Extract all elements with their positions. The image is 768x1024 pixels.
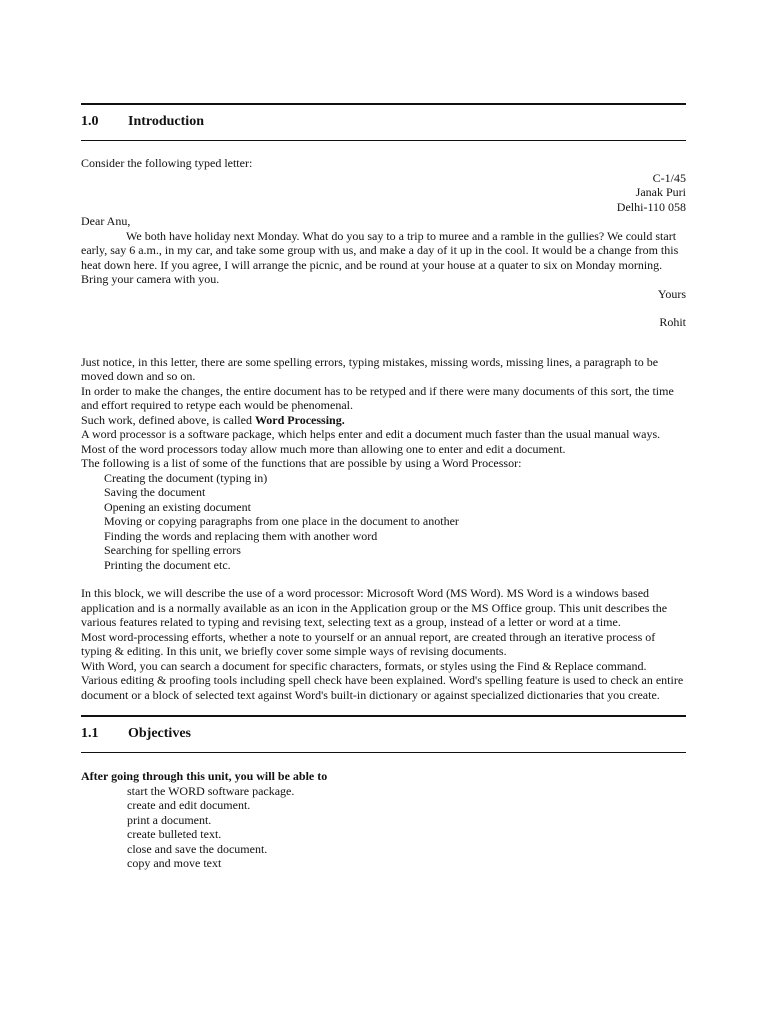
letter-address [81,171,686,215]
section-heading-introduction [81,103,686,141]
paragraph: The following is a list of some of the functions that are possible by using a Word Processor: [81,456,522,470]
section-number: 1.0 [81,114,99,130]
paragraph-definition [81,413,686,428]
paragraph: A word processor is a software package, which helps enter and edit a document much faster than the usual manual ways. Most of the word processors today allow much more than allowing one to enter and edit a document. [81,427,661,456]
section-title: Objectives [128,726,191,742]
paragraph: With Word, you can search a document for specific characters, formats, or styles using the Find & Replace command. [81,658,647,673]
section-heading-objectives [81,715,686,753]
objectives-lead: After going through this unit, you will be able to [81,769,328,783]
section-number: 1.1 [81,726,99,742]
functions-list [81,471,686,573]
letter-signature: Rohit [659,315,686,329]
definition-text: Such work, defined above, is called [81,412,255,427]
list-item: start the WORD software package. [127,783,295,798]
list-item: create bulleted text. [127,827,222,841]
letter-salutation: Dear Anu, [81,214,131,228]
list-item: copy and move text [127,856,222,870]
list-item: Searching for spelling errors [104,543,241,557]
address-line: Janak Puri [635,185,686,199]
objectives-list [81,784,686,871]
list-item: Finding the words and replacing them with another word [104,528,378,543]
spacer [81,572,686,586]
address-line: C-1/45 [652,170,686,185]
list-item: Creating the document (typing in) [104,470,268,485]
spacer [81,301,686,315]
paragraph: In this block, we will describe the use of a word processor: Microsoft Word (MS Word). MS Word is a windows based application and is a normally available as an icon in the Application group or the MS Office group. This unit describes the various features related to typing and revising text, selecting text as a group, instead of a letter or word at a time. [81,586,668,629]
letter-body: We both have holiday next Monday. What do you say to a trip to muree and a ramble in the gullies? We could start early, say 6 a.m., in my car, and take some group with us, and make a day of it up in the cool. It would be a change from this heat down here. If you agree, I will arrange the picnic, and be round at your house at a quater to six on Monday morning. Bring your camera with you. [81,228,679,286]
letter-closing: Yours [657,286,686,301]
spacer [81,330,686,355]
list-item: Opening an existing document [104,499,251,514]
list-item: create and edit document. [127,798,251,812]
definition-term: Word Processing. [254,412,345,427]
paragraph: Most word-processing efforts, whether a note to yourself or an annual report, are created through an iterative process of typing & editing. In this unit, we briefly cover some simple ways of revising documents. [81,629,656,658]
section-title: Introduction [128,114,204,130]
list-item: print a document. [127,812,212,827]
paragraph: In order to make the changes, the entire document has to be retyped and if there were many documents of this sort, the time and effort required to retype each would be phenomenal. [81,383,674,412]
intro-line: Consider the following typed letter: [81,156,253,170]
address-line: Delhi-110 058 [616,199,686,214]
document-content [81,103,686,871]
list-item: Moving or copying paragraphs from one place in the document to another [104,514,459,528]
paragraph: Various editing & proofing tools including spell check have been explained. Word's spelling feature is used to check an entire document or a block of selected text against Word's built-in dictionary or against specialized dictionaries that you create. [81,673,684,702]
list-item: Saving the document [104,485,206,499]
list-item: close and save the document. [127,841,268,856]
paragraph: Just notice, in this letter, there are some spelling errors, typing mistakes, missing words, missing lines, a paragraph to be moved down and so on. [81,354,659,383]
list-item: Printing the document etc. [104,557,231,572]
